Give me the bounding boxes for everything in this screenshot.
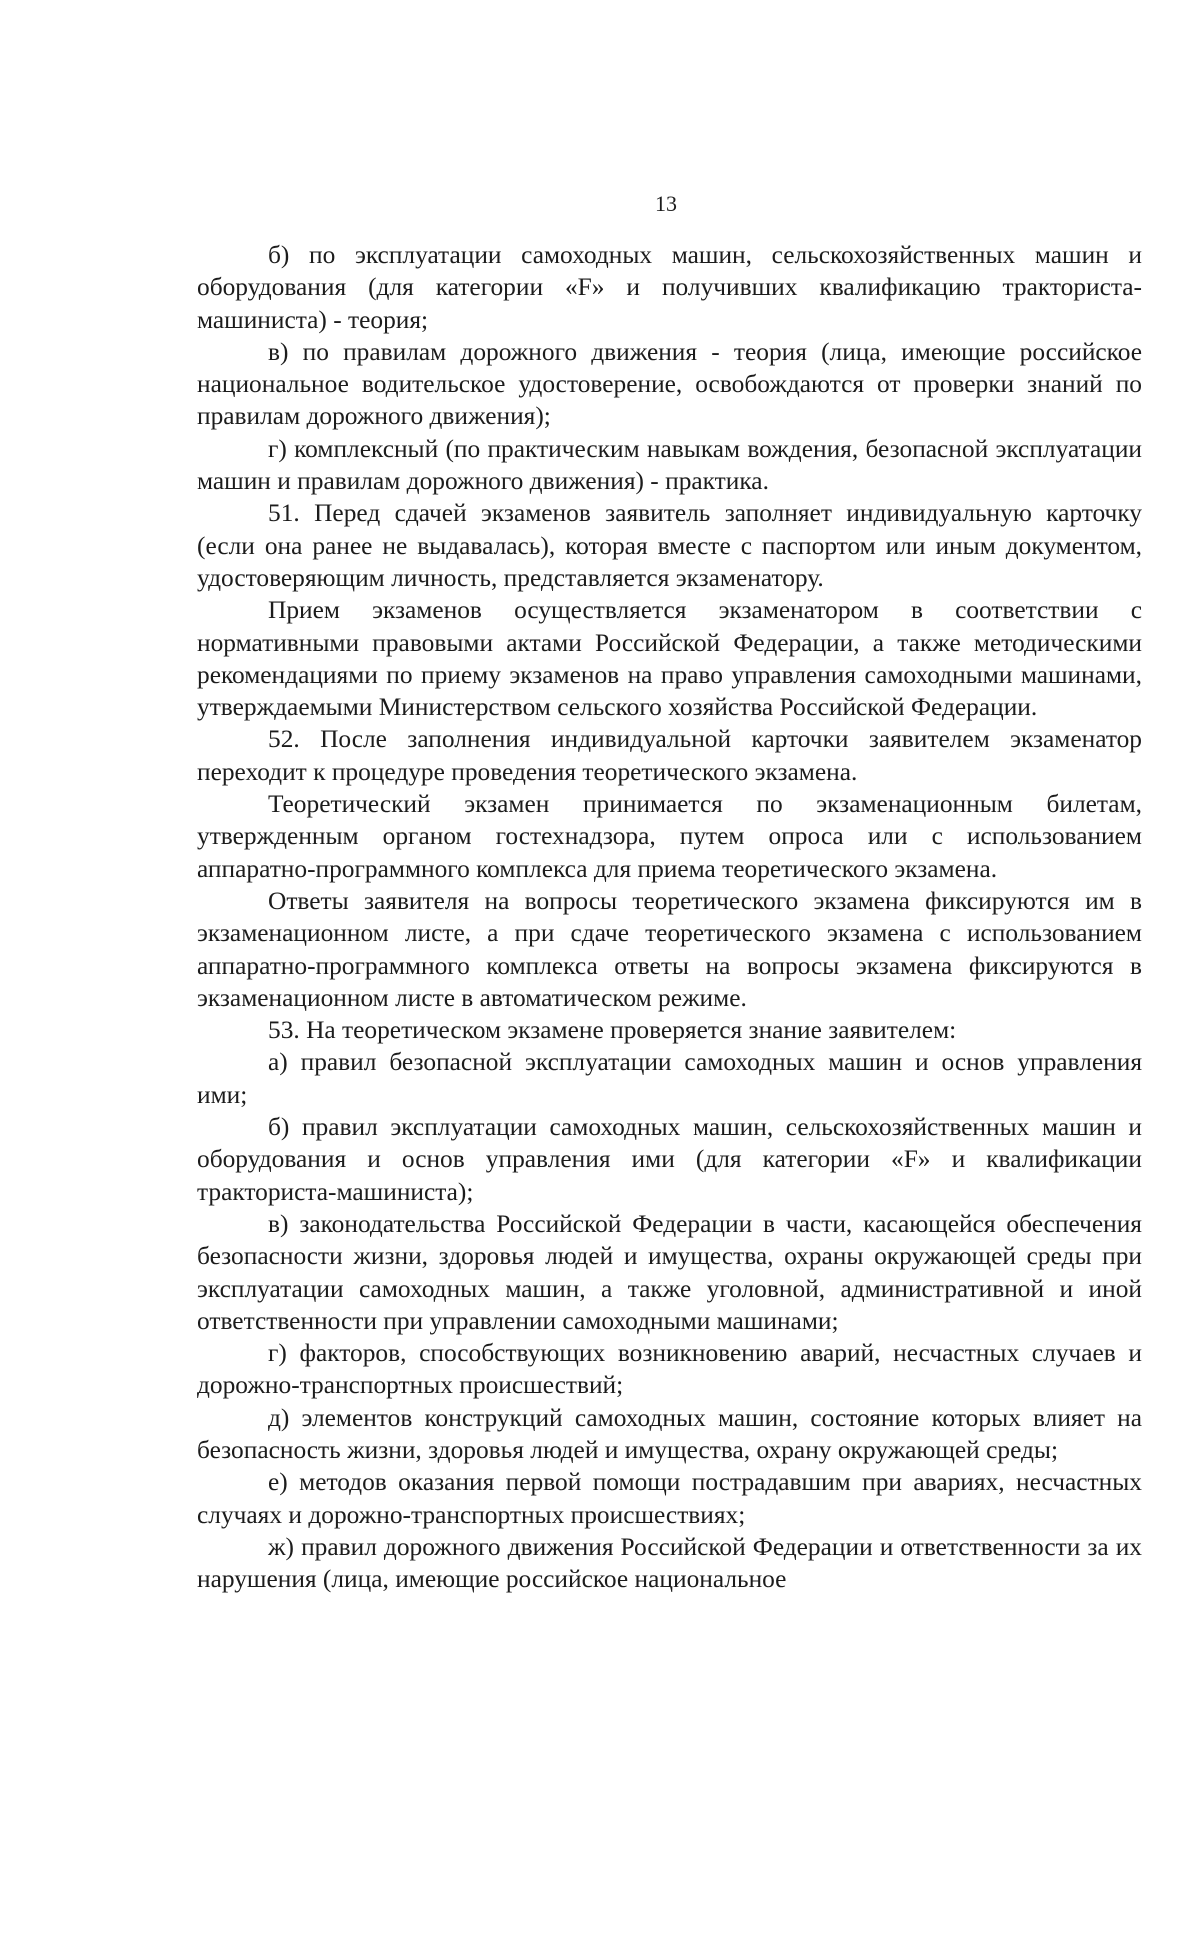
paragraph-52: 52. После заполнения индивидуальной карточки заявителем экзаменатор переходит к процедуре проведения теоретического экзамена. — [197, 725, 1142, 786]
paragraph-53-zh: ж) правил дорожного движения Российской Федерации и ответственности за их нарушения (лица, имеющие российское национальное — [197, 1532, 1142, 1594]
paragraph-53-d: д) элементов конструкций самоходных машин, состояние которых влияет на безопасность жизни, здоровья людей и имущества, охрану окружающей среды; — [197, 1403, 1142, 1464]
paragraph-53-b: б) правил эксплуатации самоходных машин, сельскохозяйственных машин и оборудования и основ управления ими (для категории «F» и квалификации тракториста-машиниста); — [197, 1113, 1142, 1206]
paragraph-answers: Ответы заявителя на вопросы теоретического экзамена фиксируются им в экзаменационном листе, а при сдаче теоретического экзамена с использованием аппаратно-программного комплекса ответы на вопросы экзамена фиксируются в экзаменационном листе в автоматическом режиме. — [197, 886, 1142, 1012]
paragraph-53-a: а) правил безопасной эксплуатации самоходных машин и основ управления ими; — [197, 1048, 1142, 1109]
paragraph-item-g-complex: г) комплексный (по практическим навыкам вождения, безопасной эксплуатации машин и правилам дорожного движения) - практика. — [197, 434, 1142, 496]
paragraph-53-v: в) законодательства Российской Федерации в части, касающейся обеспечения безопасности жизни, здоровья людей и имущества, охраны окружающей среды при эксплуатации самоходных машин, а также уголовной, административной и иной ответственности при управлении самоходными машинами; — [197, 1209, 1142, 1335]
paragraph-53: 53. На теоретическом экзамене проверяется знание заявителем: — [268, 1016, 957, 1045]
document-body — [197, 239, 1142, 1595]
paragraph-51: 51. Перед сдачей экзаменов заявитель заполняет индивидуальную карточку (если она ранее не выдавалась), которая вместе с паспортом или иным документом, удостоверяющим личность, представляется экзаменатору. — [197, 499, 1142, 592]
paragraph-item-b-operation: б) по эксплуатации самоходных машин, сельскохозяйственных машин и оборудования (для категории «F» и получивших квалификацию тракториста-машиниста) - теория; — [197, 241, 1142, 334]
paragraph-53-e: е) методов оказания первой помощи пострадавшим при авариях, несчастных случаях и дорожно-транспортных происшествиях; — [197, 1468, 1142, 1529]
paragraph-item-v-traffic-rules: в) по правилам дорожного движения - теория (лица, имеющие российское национальное водительское удостоверение, освобождаются от проверки знаний по правилам дорожного движения); — [197, 337, 1142, 431]
paragraph-53-g: г) факторов, способствующих возникновению аварий, несчастных случаев и дорожно-транспортных происшествий; — [197, 1339, 1142, 1400]
page-number: 13 — [655, 191, 677, 216]
paragraph-theory-exam: Теоретический экзамен принимается по экзаменационным билетам, утвержденным органом гостехнадзора, путем опроса или с использованием аппаратно-программного комплекса для приема теоретического экзамена. — [197, 790, 1142, 883]
paragraph-exam-acceptance: Прием экзаменов осуществляется экзаменатором в соответствии с нормативными правовыми актами Российской Федерации, а также методическими рекомендациями по приему экзаменов на право управления самоходными машинами, утверждаемыми Министерством сельского хозяйства Российской Федерации. — [197, 596, 1142, 722]
